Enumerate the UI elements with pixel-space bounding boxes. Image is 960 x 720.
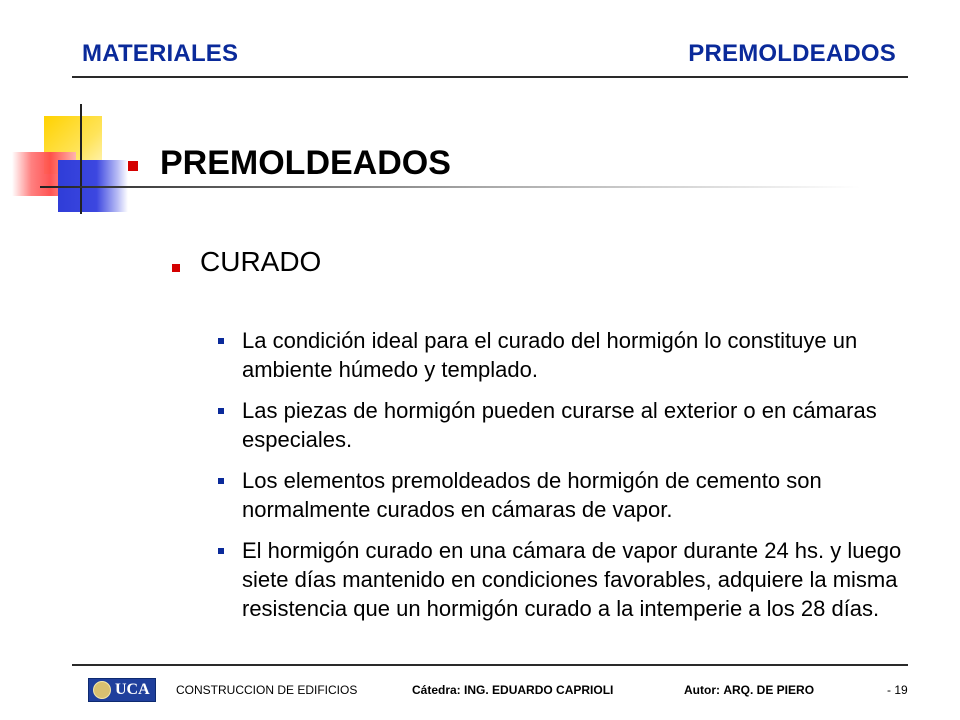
list-item	[242, 326, 922, 384]
subtitle-bullet-icon	[172, 264, 180, 272]
header-divider	[72, 76, 908, 78]
list-item	[242, 396, 922, 454]
list-item-text: Las piezas de hormigón pueden curarse al exterior o en cámaras especiales.	[242, 398, 877, 452]
bullet-icon	[218, 548, 224, 554]
logo-text: UCA	[115, 681, 150, 698]
footer-author-label: Autor:	[684, 683, 720, 697]
section-subtitle: CURADO	[200, 246, 322, 277]
footer-chair-name: ING. EDUARDO CAPRIOLI	[464, 683, 614, 697]
bullet-icon	[218, 408, 224, 414]
footer-course: CONSTRUCCION DE EDIFICIOS	[176, 683, 358, 697]
footer-chair-label: Cátedra:	[412, 683, 461, 697]
vertical-rule	[80, 104, 82, 214]
footer-divider	[72, 664, 908, 666]
title-rule	[40, 186, 860, 188]
header-left-label: MATERIALES	[82, 40, 239, 67]
uca-logo	[88, 678, 156, 702]
footer-author-name: ARQ. DE PIERO	[723, 683, 815, 697]
list-item-text: Los elementos premoldeados de hormigón de cemento son normalmente curados en cámaras de vapor.	[242, 468, 822, 522]
footer-author	[684, 683, 814, 697]
footer-chair	[412, 683, 613, 697]
header-right-label: PREMOLDEADOS	[688, 40, 896, 67]
seal-icon	[93, 681, 111, 699]
bullet-icon	[218, 478, 224, 484]
list-item-text: La condición ideal para el curado del hormigón lo constituye un ambiente húmedo y templado.	[242, 328, 858, 382]
bullet-list	[242, 326, 922, 635]
list-item-text: El hormigón curado en una cámara de vapor durante 24 hs. y luego siete días mantenido en condiciones favorables, adquiere la misma resistencia que un hormigón curado a la intemperie a los 28 días.	[242, 538, 902, 621]
title-bullet-icon	[128, 161, 138, 171]
page-number: - 19	[887, 683, 908, 697]
list-item	[242, 536, 922, 623]
bullet-icon	[218, 338, 224, 344]
slide-title: PREMOLDEADOS	[160, 144, 451, 182]
list-item	[242, 466, 922, 524]
